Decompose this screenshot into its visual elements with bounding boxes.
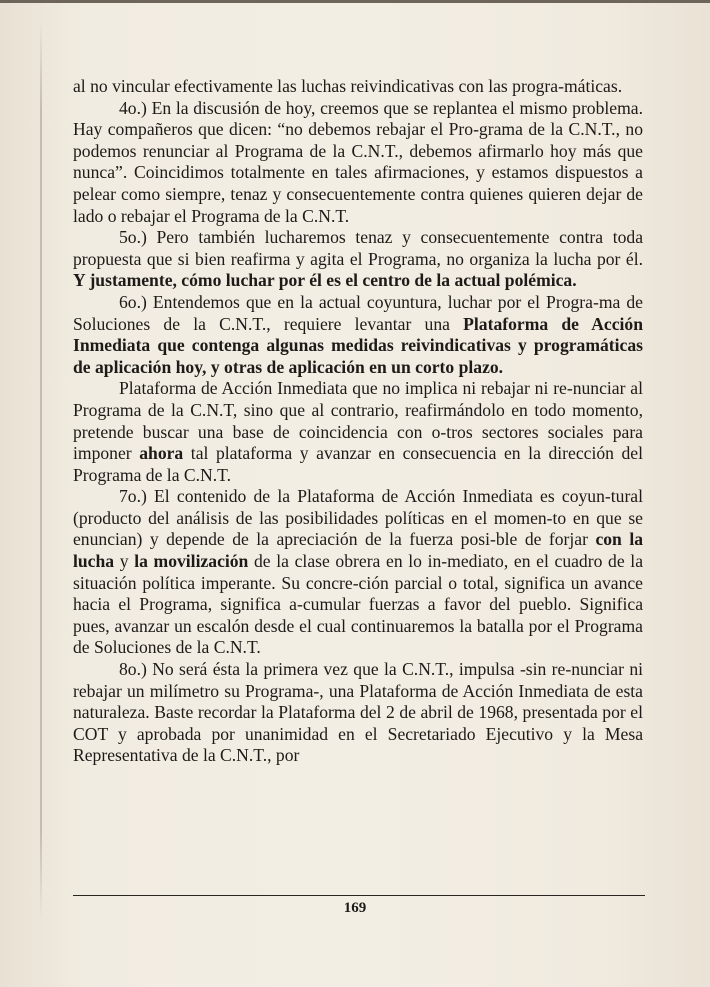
text-run: 6o.) Entendemos que en la actual coyuntura, luchar por el Progra-ma de Soluciones de la C.N.T., requiere levantar una <box>73 291 643 334</box>
bold-text-run: con la lucha <box>73 529 644 572</box>
paragraph-p-continued <box>73 76 643 98</box>
paragraph-p-6o <box>73 292 643 378</box>
bold-text-run: la movilización <box>134 551 249 572</box>
text-run: 4o.) En la discusión de hoy, creemos que se replantea el mismo problema. Hay compañeros que dicen: “no debemos rebajar el Pro-grama de la C.N.T., no podemos renunciar al Programa de la C.N.T., debemos afirmarlo hoy más que nunca”. Coincidimos totalmente en tales afirmaciones, y estamos dispuestos a pelear como siempre, tenaz y consecuentemente contra quienes quieren dejar de lado o rebajar el Programa de la C.N.T. <box>73 97 643 226</box>
paragraph-p-4o <box>73 98 643 228</box>
text-run: tal plataforma y avanzar en consecuencia en la dirección del Programa de la C.N.T. <box>73 443 644 485</box>
text-run: 8o.) No será ésta la primera vez que la C.N.T., impulsa -sin re-nunciar ni rebajar un milímetro su Programa-, una Plataforma de Acción Inmediata de esta naturaleza. Baste recordar la Plataforma del 2 de abril de 1968, presentada por el COT y aprobada por unanimidad en el Secretariado Ejecutivo y la Mesa Representativa de la C.N.T., por <box>73 659 643 766</box>
bold-text-run: Plataforma de Acción Inmediata que contenga algunas medidas reivindicativas y programáticas de aplicación hoy, y otras de aplicación en un corto plazo. <box>73 313 643 377</box>
footer-rule <box>73 895 645 896</box>
paragraph-p-8o <box>73 659 643 767</box>
text-run: de la clase obrera en lo in-mediato, en el cuadro de la situación política imperante. Su concre-ción parcial o total, significa un avance hacia el Programa, significa a-cumular fuerzas a favor del pueblo. Significa pues, avanzar un escalón desde el cual continuaremos la batalla por el Programa de Soluciones de la C.N.T. <box>73 551 643 658</box>
paragraph-p-plataforma <box>73 378 643 486</box>
binding-shadow <box>40 20 42 920</box>
body-text <box>73 76 643 767</box>
text-run: 7o.) El contenido de la Plataforma de Acción Inmediata es coyun-tural (producto del análisis de las posibilidades políticas en el momen-to en que se enuncian) y depende de la apreciación de la fuerza posi-ble de forjar <box>73 486 643 550</box>
paragraph-p-5o <box>73 227 643 292</box>
text-run: Plataforma de Acción Inmediata que no implica ni rebajar ni re-nunciar al Programa de la C.N.T, sino que al contrario, reafirmándolo en todo momento, pretende buscar una base de coincidencia con o-tros sectores sociales para imponer <box>73 378 643 464</box>
paragraph-p-7o <box>73 486 643 659</box>
page-number: 169 <box>343 900 367 916</box>
text-run: 5o.) Pero también lucharemos tenaz y consecuentemente contra toda propuesta que si bien reafirma y agita el Programa, no organiza la lucha por él. <box>73 227 643 269</box>
text-run: al no vincular efectivamente las luchas reivindicativas con las progra-máticas. <box>73 76 623 96</box>
bold-text-run: ahora <box>139 443 184 464</box>
bold-text-run: Y justamente, cómo luchar por él es el centro de la actual polémica. <box>73 270 577 291</box>
text-run: y <box>114 551 135 572</box>
page-top-edge <box>0 0 710 3</box>
